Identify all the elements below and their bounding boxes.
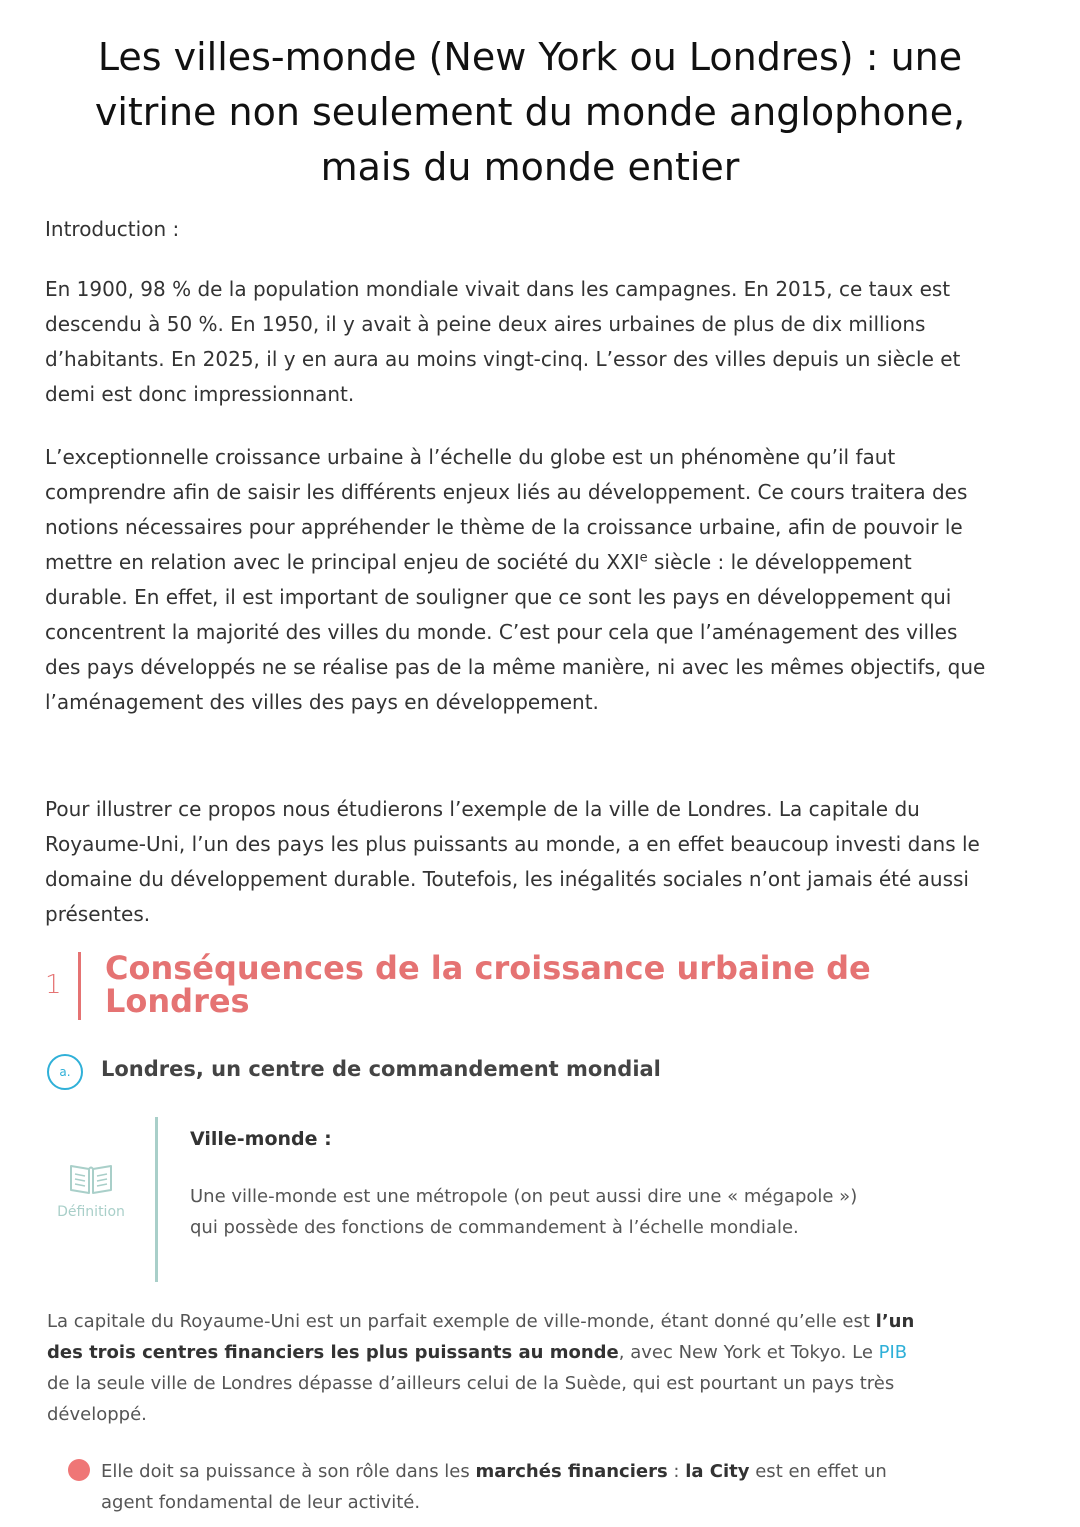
intro-paragraph-3: Pour illustrer ce propos nous étudierons l’exemple de la ville de Londres. La capitale du Royaume-Uni, l’un des pays les plus puissants au monde, a en effet beaucoup investi dans le domaine du développement durable. Toutefois, les inégalités sociales n’ont jamais été aussi présentes. [45, 797, 980, 926]
p4-text-c: de la seule ville de Londres dépasse d’ailleurs celui de la Suède, qui est pourtant un pays très développé. [47, 1373, 895, 1425]
bullet-bold-2: la City [685, 1461, 750, 1482]
bullet-text-a: Elle doit sa puissance à son rôle dans les [101, 1461, 476, 1482]
section-heading [45, 949, 945, 1022]
intro-paragraph-1: En 1900, 98 % de la population mondiale vivait dans les campagnes. En 2015, ce taux est descendu à 50 %. En 1950, il y avait à peine deux aires urbaines de plus de dix millions d’habitants. En 2025, il y en aura au moins vingt-cinq. L’essor des villes depuis un siècle et demi est donc impressionnant. [45, 277, 961, 406]
subsection-heading [47, 1054, 747, 1090]
bullet-text-c: est en effet un agent fondamental de leur activité. [101, 1461, 887, 1513]
section-number: 1 [45, 970, 62, 1000]
paragraph-2-text-b: siècle : le développement durable. En effet, il est important de souligner que ce sont les pays en développement qui concentrent la majorité des villes du monde. C’est pour cela que l’aménagement des villes des pays développés ne se réalise pas de la même manière, ni avec les mêmes objectifs, que l’aménagement des villes des pays en développement. [45, 550, 986, 714]
definition-term: Ville-monde : [190, 1128, 332, 1150]
subsection-title: Londres, un centre de commandement mondial [101, 1057, 661, 1081]
definition-label: Définition [57, 1204, 125, 1220]
definition-marker [48, 1160, 134, 1220]
body-paragraph-4 [47, 1306, 927, 1430]
open-book-icon [68, 1160, 114, 1196]
pib-link[interactable]: PIB [878, 1342, 908, 1363]
definition-divider [155, 1117, 158, 1282]
intro-paragraph-2 [45, 440, 990, 720]
section-title: Conséquences de la croissance urbaine de Londres [105, 949, 871, 1020]
p4-text-b: , avec New York et Tokyo. Le [618, 1342, 879, 1363]
century-superscript: e [639, 550, 648, 566]
bullet-text [101, 1456, 901, 1518]
bullet-text-b: : [667, 1461, 686, 1482]
paragraph-2-text-a: L’exceptionnelle croissance urbaine à l’échelle du globe est un phénomène qu’il faut comprendre afin de saisir les différents enjeux liés au développement. Ce cours traitera des notions nécessaires pour appréhender le thème de la croissance urbaine, afin de pouvoir le mettre en relation avec le principal enjeu de société du XXI [45, 445, 968, 574]
p4-bold: l’un des trois centres financiers les plus puissants au monde [47, 1311, 915, 1363]
bullet-item [68, 1456, 928, 1518]
intro-label: Introduction : [45, 217, 180, 241]
subsection-badge: a. [47, 1054, 83, 1090]
bullet-dot-icon [68, 1459, 90, 1481]
definition-text: Une ville-monde est une métropole (on peut aussi dire une « mégapole ») qui possède des fonctions de commandement à l’échelle mondiale. [190, 1186, 858, 1238]
page-title: Les villes-monde (New York ou Londres) : une vitrine non seulement du monde anglophone, mais du monde entier [94, 35, 966, 189]
section-divider [78, 952, 81, 1020]
bullet-bold-1: marchés financiers [475, 1461, 668, 1482]
p4-text-a: La capitale du Royaume-Uni est un parfait exemple de ville-monde, étant donné qu’elle est [47, 1311, 876, 1332]
